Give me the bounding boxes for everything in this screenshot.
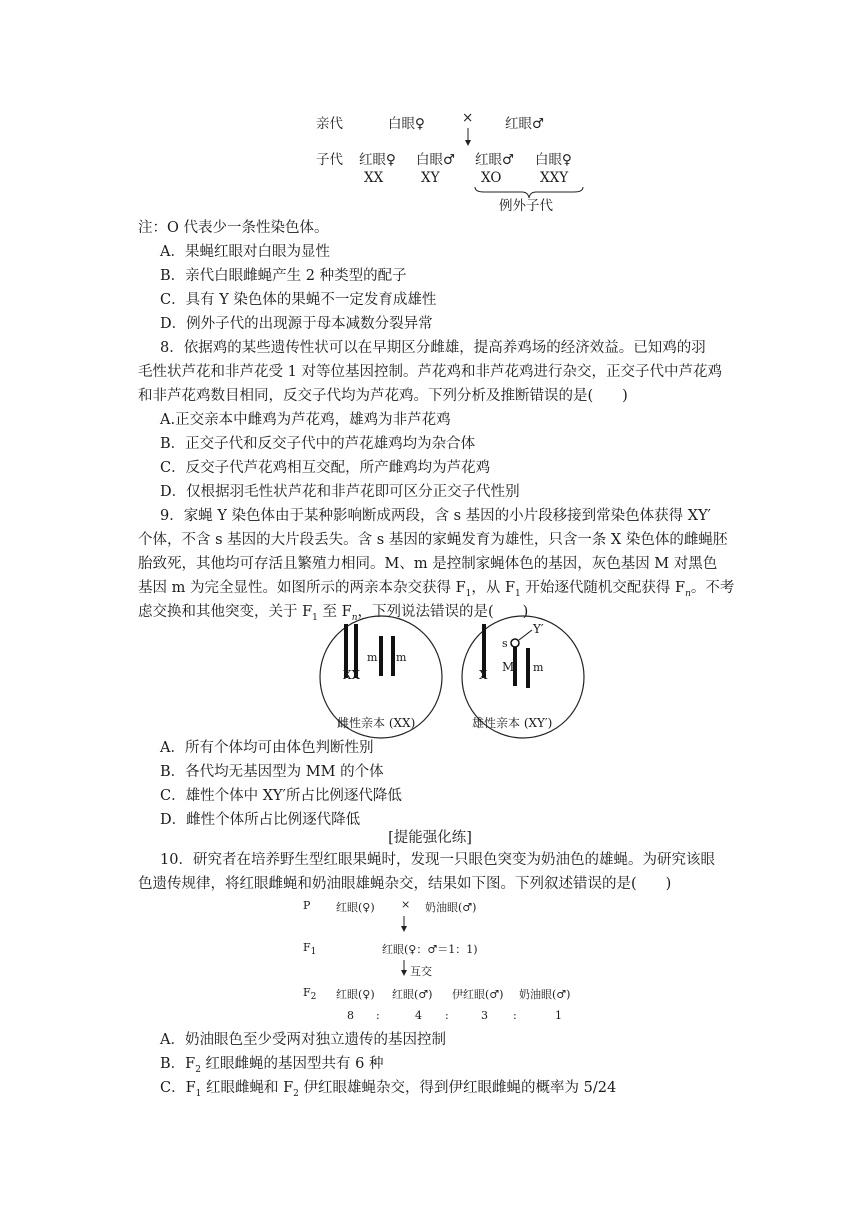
child-genotype: XX — [364, 170, 384, 186]
q7-option-b: B．亲代白眼雌蝇产生 2 种类型的配子 — [160, 268, 407, 284]
ratio-colon: : — [376, 1009, 380, 1022]
q8-option-d: D．仅根据羽毛性状芦花和非芦花即可区分正交子代性别 — [160, 484, 520, 500]
q9-line4: 基因 m 为完全显性。如图所示的两亲本杂交获得 $F_1$，从 $F_1$ 开始逐代随机交配获得 $F_n$。不考 — [138, 580, 735, 599]
cross-symbol: × — [462, 110, 474, 126]
child-genotype: XXY — [540, 170, 569, 186]
parent-male: 红眼♂ — [505, 116, 545, 132]
child-phenotype: 红眼♂ — [475, 152, 515, 168]
female-chrom-label: XX — [343, 668, 361, 682]
female-gene-2: m — [396, 651, 407, 664]
q9-option-d: D．雌性个体所占比例逐代降低 — [160, 812, 361, 828]
child-phenotype: 白眼♀ — [535, 152, 572, 168]
male-y-label: Y′ — [533, 622, 544, 636]
ratio-colon: : — [513, 1009, 517, 1022]
female-gene-1: m — [367, 651, 378, 664]
q10-option-a: A．奶油眼色至少受两对独立遗传的基因控制 — [160, 1032, 446, 1048]
f1-label: $F_1$ — [303, 941, 317, 958]
q8-line2: 毛性状芦花和非芦花受 1 对等位基因控制。芦花鸡和非芦花鸡进行杂交，正交子代中芦花鸡 — [138, 364, 722, 380]
q9-line1: 9．家蝇 Y 染色体由于某种影响断成两段，含 s 基因的小片段移接到常染色体获得 XY′ — [160, 508, 711, 524]
child-label: 子代 — [316, 152, 343, 168]
exception-label: 例外子代 — [499, 198, 553, 214]
male-s-label: s — [502, 637, 508, 650]
q9-option-c: C．雄性个体中 XY′所占比例逐代降低 — [160, 788, 402, 804]
q8-line3: 和非芦花鸡数目相同，反交子代均为芦花鸡。下列分析及推断错误的是( ) — [138, 388, 628, 404]
q7-note: 注：O 代表少一条性染色体。 — [138, 220, 329, 236]
female-caption: 雌性亲本 (XX) — [337, 716, 416, 730]
ratio-value: 3 — [481, 1009, 488, 1022]
q10-option-b: B．$F_2$ 红眼雌蝇的基因型共有 6 种 — [160, 1056, 384, 1075]
p-cross: × — [401, 898, 411, 911]
q9-option-a: A．所有个体均可由体色判断性别 — [160, 740, 374, 756]
p-label: P — [303, 899, 311, 912]
intercross-label: 互交 — [410, 965, 432, 978]
q9-line2: 个体，不含 s 基因的大片段丢失。含 s 基因的家蝇发育为雄性，只含一条 X 染色体的雌蝇胚 — [138, 532, 728, 548]
parent-female: 白眼♀ — [388, 116, 425, 132]
male-x-label: X — [479, 668, 488, 682]
p-male: 奶油眼(♂) — [425, 901, 477, 914]
child-phenotype: 白眼♂ — [416, 152, 456, 168]
q7-option-c: C．具有 Y 染色体的果蝇不一定发育成雄性 — [160, 292, 437, 308]
f2-item: 奶油眼(♂) — [519, 988, 571, 1001]
q8-option-c: C．反交子代芦花鸡相互交配，所产雌鸡均为芦花鸡 — [160, 460, 491, 476]
p-female: 红眼(♀) — [336, 901, 375, 914]
f2-item: 红眼(♀) — [336, 988, 375, 1001]
q10-line2: 色遗传规律，将红眼雌蝇和奶油眼雄蝇杂交，结果如下图。下列叙述错误的是( ) — [138, 876, 672, 892]
male-gene-2: m — [533, 661, 544, 674]
q7-option-d: D．例外子代的出现源于母本减数分裂异常 — [160, 316, 433, 332]
down-arrow-icon — [398, 958, 410, 980]
parent-label: 亲代 — [316, 116, 343, 132]
male-caption: 雄性亲本 (XY′) — [472, 716, 553, 730]
q10-option-c: C．$F_1$ 红眼雌蝇和 $F_2$ 伊红眼雄蝇杂交，得到伊红眼雌蝇的概率为 5/24 — [160, 1080, 617, 1099]
f2-label: $F_2$ — [303, 986, 317, 1003]
q10-line1: 10．研究者在培养野生型红眼果蝇时，发现一只眼色突变为奶油色的雄蝇。为研究该眼 — [160, 852, 715, 868]
male-gene-1: M — [502, 660, 515, 674]
ratio-value: 1 — [555, 1009, 562, 1022]
f2-item: 红眼(♂) — [392, 988, 433, 1001]
q9-option-b: B．各代均无基因型为 MM 的个体 — [160, 764, 384, 780]
q9-line5: 虑交换和其他突变，关于 $F_1$ 至 $F_n$，下列说法错误的是( ) — [138, 604, 529, 623]
child-genotype: XO — [481, 170, 502, 186]
down-arrow-icon — [462, 128, 474, 148]
f2-item: 伊红眼(♂) — [452, 988, 504, 1001]
q9-line3: 胎致死，其他均可存活且繁殖力相同。M、m 是控制家蝇体色的基因，灰色基因 M 对黑色 — [138, 556, 718, 572]
q8-option-b: B．正交子代和反交子代中的芦花雄鸡均为杂合体 — [160, 436, 476, 452]
ratio-value: 4 — [415, 1009, 422, 1022]
q7-option-a: A．果蝇红眼对白眼为显性 — [160, 244, 330, 260]
section-title: [提能强化练] — [388, 830, 472, 846]
f1-text: 红眼(♀：♂＝1：1) — [382, 943, 478, 956]
down-arrow-icon — [398, 914, 410, 936]
child-genotype: XY — [421, 170, 440, 186]
q8-line1: 8．依据鸡的某些遗传性状可以在早期区分雌雄，提高养鸡场的经济效益。已知鸡的羽 — [160, 340, 706, 356]
ratio-value: 8 — [347, 1009, 354, 1022]
ratio-colon: : — [445, 1009, 449, 1022]
child-phenotype: 红眼♀ — [359, 152, 396, 168]
q8-option-a: A.正交亲本中雌鸡为芦花鸡，雄鸡为非芦花鸡 — [160, 412, 451, 428]
